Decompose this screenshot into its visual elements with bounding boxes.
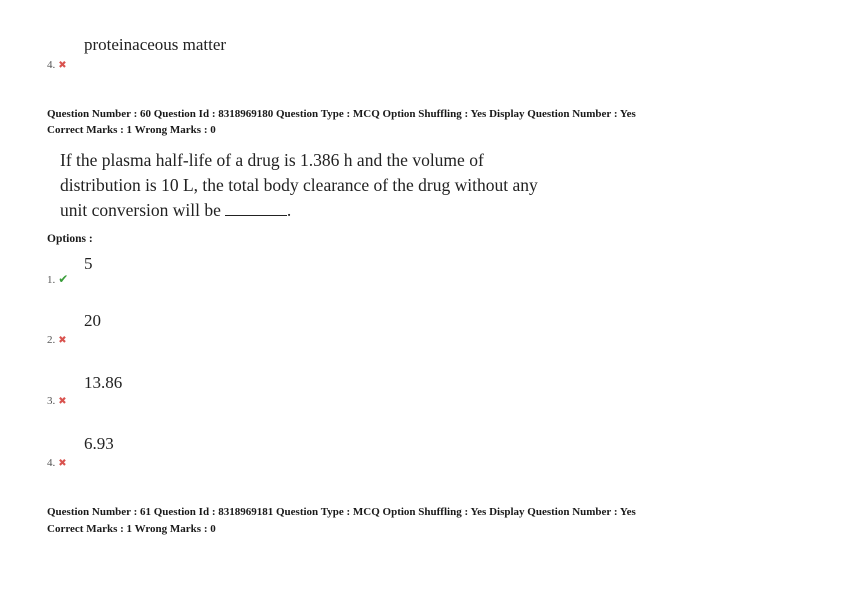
question-meta-line2: Correct Marks : 1 Wrong Marks : 0: [47, 124, 216, 136]
option-4-number: 4.: [47, 457, 56, 469]
option-3-marker: [47, 391, 67, 409]
question-text-line3-main: unit conversion will be: [60, 200, 221, 220]
question-text-line1: If the plasma half-life of a drug is 1.386 h and the volume of: [60, 150, 484, 170]
prev-option-number: 4.: [47, 59, 56, 71]
options-label: Options :: [47, 233, 93, 245]
option-4-marker: [47, 453, 67, 471]
next-question-meta-line1: Question Number : 61 Question Id : 8318969181 Question Type : MCQ Option Shuffling : Yes Display Question Number : Yes: [47, 506, 636, 518]
cross-icon: ✖: [58, 60, 67, 71]
option-2-number: 2.: [47, 334, 56, 346]
check-icon: ✔: [58, 272, 69, 286]
option-1-number: 1.: [47, 274, 56, 286]
next-question-meta-line2: Correct Marks : 1 Wrong Marks : 0: [47, 523, 216, 535]
option-1-text: 5: [84, 254, 93, 273]
cross-icon: ✖: [58, 335, 67, 346]
question-text-line3-end: .: [286, 200, 292, 220]
cross-icon: ✖: [58, 396, 67, 407]
answer-blank: [225, 201, 287, 216]
question-text-line3: [60, 198, 291, 223]
option-1-marker: [47, 270, 68, 288]
question-meta-line1: Question Number : 60 Question Id : 8318969180 Question Type : MCQ Option Shuffling : Yes Display Question Number : Yes: [47, 108, 636, 120]
option-2-text: 20: [84, 311, 101, 330]
option-3-number: 3.: [47, 395, 56, 407]
prev-option-text: proteinaceous matter: [84, 35, 227, 54]
option-3-text: 13.86: [84, 373, 123, 392]
prev-option-marker: [47, 55, 67, 73]
cross-icon: ✖: [58, 458, 67, 469]
option-4-text: 6.93: [84, 434, 114, 453]
option-2-marker: [47, 330, 67, 348]
question-text-line2: distribution is 10 L, the total body clearance of the drug without any: [60, 175, 538, 195]
